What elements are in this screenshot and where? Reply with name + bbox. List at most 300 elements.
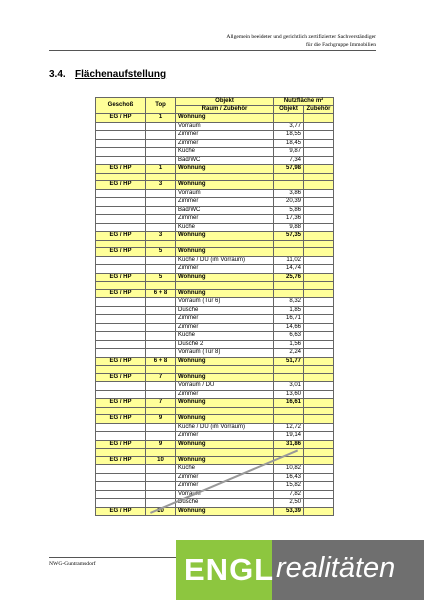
room-name-cell: Küche / DU (im Vorraum) (176, 256, 274, 265)
room-name-cell: Dusche (176, 306, 274, 315)
geschoss-cell: EG / HP (96, 399, 146, 408)
room-name-cell: Vorraum (176, 189, 274, 198)
room-row (96, 215, 334, 224)
top-cell: 3 (146, 181, 176, 190)
room-name-cell: Küche / DU (im Vorraum) (176, 423, 274, 432)
col-objekt-sub: Objekt (274, 106, 304, 114)
type-cell: Wohnung (176, 232, 274, 241)
spacer-cell (274, 407, 304, 415)
spacer-cell (176, 240, 274, 248)
spacer-cell (96, 282, 146, 290)
spacer-cell (96, 449, 146, 457)
room-row (96, 131, 334, 140)
zubehoer-cell (304, 122, 334, 131)
col-geschoss: Geschoß (96, 98, 146, 114)
zubehoer-cell (304, 373, 334, 382)
type-cell: Wohnung (176, 399, 274, 408)
room-row (96, 223, 334, 232)
room-row (96, 499, 334, 508)
room-area-cell: 17,36 (274, 215, 304, 224)
zubehoer-cell (304, 432, 334, 441)
zubehoer-cell (304, 131, 334, 140)
room-row (96, 256, 334, 265)
room-row (96, 198, 334, 207)
total-area-cell: 16,61 (274, 399, 304, 408)
type-cell: Wohnung (176, 415, 274, 424)
spacer-cell (304, 407, 334, 415)
spacer-cell (304, 240, 334, 248)
zubehoer-cell (304, 148, 334, 157)
zubehoer-cell (304, 181, 334, 190)
objekt-cell (274, 289, 304, 298)
geschoss-cell (96, 206, 146, 215)
zubehoer-cell (304, 265, 334, 274)
footer-text: NWG-Guntramsdorf (49, 561, 96, 567)
top-cell (146, 323, 176, 332)
unit-total-row (96, 273, 334, 282)
section-title: Flächenaufstellung (75, 69, 167, 80)
room-row (96, 148, 334, 157)
room-area-cell: 11,02 (274, 256, 304, 265)
top-cell (146, 122, 176, 131)
type-cell: Wohnung (176, 165, 274, 174)
zubehoer-cell (304, 156, 334, 165)
room-area-cell: 14,66 (274, 323, 304, 332)
page-header (226, 33, 376, 49)
room-row (96, 156, 334, 165)
spacer-cell (176, 366, 274, 374)
room-area-cell: 10,82 (274, 465, 304, 474)
top-cell (146, 156, 176, 165)
zubehoer-cell (304, 349, 334, 358)
room-name-cell: Vorraum (176, 490, 274, 499)
room-area-cell: 9,88 (274, 223, 304, 232)
room-row (96, 432, 334, 441)
total-area-cell: 53,39 (274, 507, 304, 516)
total-area-cell: 31,86 (274, 440, 304, 449)
room-row (96, 390, 334, 399)
top-cell (146, 198, 176, 207)
spacer-cell (274, 366, 304, 374)
room-row (96, 189, 334, 198)
geschoss-cell: EG / HP (96, 114, 146, 123)
objekt-cell (274, 114, 304, 123)
zubehoer-cell (304, 499, 334, 508)
top-cell (146, 139, 176, 148)
room-area-cell: 13,60 (274, 390, 304, 399)
spacer-cell (146, 407, 176, 415)
zubehoer-cell (304, 306, 334, 315)
room-row (96, 323, 334, 332)
spacer-cell (96, 366, 146, 374)
room-area-cell: 7,34 (274, 156, 304, 165)
room-area-cell: 1,85 (274, 306, 304, 315)
top-cell (146, 148, 176, 157)
top-cell (146, 473, 176, 482)
room-name-cell: Zimmer (176, 482, 274, 491)
type-cell: Wohnung (176, 289, 274, 298)
room-name-cell: Vorraum / DU (176, 382, 274, 391)
room-area-cell: 3,01 (274, 382, 304, 391)
room-name-cell: Zimmer (176, 323, 274, 332)
zubehoer-cell (304, 340, 334, 349)
room-row (96, 206, 334, 215)
company-logo (176, 540, 424, 600)
zubehoer-cell (304, 440, 334, 449)
unit-total-row (96, 440, 334, 449)
geschoss-cell (96, 139, 146, 148)
spacer-cell (146, 240, 176, 248)
col-objekt: Objekt (176, 98, 274, 106)
spacer-cell (176, 282, 274, 290)
room-area-cell: 9,87 (274, 148, 304, 157)
room-name-cell: Küche (176, 148, 274, 157)
top-cell: 5 (146, 273, 176, 282)
zubehoer-cell (304, 139, 334, 148)
top-cell (146, 206, 176, 215)
top-cell: 5 (146, 248, 176, 257)
top-cell (146, 215, 176, 224)
zubehoer-cell (304, 423, 334, 432)
room-area-cell: 16,71 (274, 315, 304, 324)
spacer-cell (146, 366, 176, 374)
top-cell (146, 432, 176, 441)
spacer-row (96, 240, 334, 248)
logo-realitaeten: realitäten (276, 552, 396, 584)
geschoss-cell (96, 340, 146, 349)
room-area-cell: 8,32 (274, 298, 304, 307)
top-cell (146, 265, 176, 274)
room-name-cell: Vorraum (176, 122, 274, 131)
room-area-cell: 3,86 (274, 189, 304, 198)
room-name-cell: Zimmer (176, 265, 274, 274)
top-cell (146, 423, 176, 432)
geschoss-cell (96, 189, 146, 198)
header-line-1: Allgemein beeideter und gerichtlich zertifizierter Sachverständiger (226, 34, 376, 40)
room-area-cell: 7,82 (274, 490, 304, 499)
type-cell: Wohnung (176, 456, 274, 465)
geschoss-cell (96, 465, 146, 474)
total-area-cell: 51,77 (274, 357, 304, 366)
col-zubehoer-sub: Zubehör (304, 106, 334, 114)
zubehoer-cell (304, 114, 334, 123)
room-area-cell: 15,82 (274, 482, 304, 491)
room-name-cell: Zimmer (176, 473, 274, 482)
unit-header-row (96, 114, 334, 123)
top-cell: 3 (146, 232, 176, 241)
header-line-2: für die Fachgruppe Immobilien (305, 42, 376, 48)
geschoss-cell (96, 473, 146, 482)
zubehoer-cell (304, 456, 334, 465)
room-name-cell: Küche (176, 223, 274, 232)
zubehoer-cell (304, 465, 334, 474)
spacer-cell (96, 173, 146, 181)
room-name-cell: Zimmer (176, 315, 274, 324)
top-cell: 7 (146, 373, 176, 382)
geschoss-cell: EG / HP (96, 357, 146, 366)
top-cell (146, 349, 176, 358)
spacer-cell (274, 282, 304, 290)
room-area-cell: 12,72 (274, 423, 304, 432)
zubehoer-cell (304, 165, 334, 174)
zubehoer-cell (304, 206, 334, 215)
room-name-cell: Zimmer (176, 390, 274, 399)
top-cell: 10 (146, 456, 176, 465)
zubehoer-cell (304, 357, 334, 366)
top-cell: 9 (146, 415, 176, 424)
zubehoer-cell (304, 289, 334, 298)
col-raum: Raum / Zubehör (176, 106, 274, 114)
room-area-cell: 20,39 (274, 198, 304, 207)
geschoss-cell (96, 298, 146, 307)
spacer-cell (304, 366, 334, 374)
geschoss-cell: EG / HP (96, 373, 146, 382)
room-area-cell: 6,63 (274, 332, 304, 341)
col-nutzflaeche: Nutzfläche m² (274, 98, 334, 106)
geschoss-cell (96, 131, 146, 140)
zubehoer-cell (304, 390, 334, 399)
section-number: 3.4. (49, 69, 66, 80)
spacer-cell (146, 449, 176, 457)
spacer-row (96, 282, 334, 290)
header-divider (49, 50, 376, 51)
spacer-cell (304, 173, 334, 181)
room-name-cell: Zimmer (176, 139, 274, 148)
type-cell: Wohnung (176, 114, 274, 123)
table-body (96, 114, 334, 516)
geschoss-cell (96, 198, 146, 207)
zubehoer-cell (304, 215, 334, 224)
objekt-cell (274, 415, 304, 424)
room-row (96, 465, 334, 474)
top-cell: 6 + 8 (146, 289, 176, 298)
room-name-cell: Zimmer (176, 432, 274, 441)
zubehoer-cell (304, 198, 334, 207)
room-row (96, 340, 334, 349)
spacer-cell (96, 240, 146, 248)
zubehoer-cell (304, 382, 334, 391)
zubehoer-cell (304, 223, 334, 232)
spacer-cell (96, 407, 146, 415)
room-row (96, 298, 334, 307)
type-cell: Wohnung (176, 440, 274, 449)
geschoss-cell: EG / HP (96, 273, 146, 282)
room-area-cell: 3,77 (274, 122, 304, 131)
top-cell: 1 (146, 165, 176, 174)
zubehoer-cell (304, 273, 334, 282)
top-cell (146, 131, 176, 140)
objekt-cell (274, 181, 304, 190)
logo-engl: ENGL (184, 552, 275, 587)
top-cell: 9 (146, 440, 176, 449)
zubehoer-cell (304, 490, 334, 499)
area-table (95, 97, 334, 516)
room-area-cell: 18,45 (274, 139, 304, 148)
geschoss-cell (96, 315, 146, 324)
unit-header-row (96, 373, 334, 382)
unit-total-row (96, 232, 334, 241)
zubehoer-cell (304, 507, 334, 516)
room-name-cell: Vorraum (Tür 8) (176, 349, 274, 358)
room-row (96, 306, 334, 315)
spacer-cell (176, 173, 274, 181)
room-area-cell: 14,74 (274, 265, 304, 274)
top-cell (146, 315, 176, 324)
type-cell: Wohnung (176, 273, 274, 282)
zubehoer-cell (304, 298, 334, 307)
unit-total-row (96, 399, 334, 408)
room-area-cell: 19,14 (274, 432, 304, 441)
top-cell (146, 340, 176, 349)
top-cell (146, 382, 176, 391)
geschoss-cell (96, 423, 146, 432)
spacer-cell (274, 173, 304, 181)
room-name-cell: Küche (176, 332, 274, 341)
geschoss-cell (96, 349, 146, 358)
top-cell (146, 332, 176, 341)
room-name-cell: Vorraum (Tür 6) (176, 298, 274, 307)
spacer-cell (304, 449, 334, 457)
unit-header-row (96, 248, 334, 257)
geschoss-cell (96, 390, 146, 399)
geschoss-cell (96, 499, 146, 508)
top-cell (146, 482, 176, 491)
type-cell: Wohnung (176, 373, 274, 382)
table-header-row (96, 98, 334, 106)
geschoss-cell (96, 382, 146, 391)
col-top: Top (146, 98, 176, 114)
room-area-cell: 2,50 (274, 499, 304, 508)
geschoss-cell (96, 490, 146, 499)
geschoss-cell: EG / HP (96, 289, 146, 298)
geschoss-cell (96, 256, 146, 265)
top-cell (146, 256, 176, 265)
room-row (96, 122, 334, 131)
spacer-row (96, 449, 334, 457)
room-row (96, 315, 334, 324)
spacer-cell (176, 449, 274, 457)
top-cell (146, 189, 176, 198)
section-heading (49, 69, 166, 80)
zubehoer-cell (304, 315, 334, 324)
room-row (96, 139, 334, 148)
geschoss-cell: EG / HP (96, 181, 146, 190)
room-name-cell: Zimmer (176, 131, 274, 140)
room-area-cell: 1,56 (274, 340, 304, 349)
objekt-cell (274, 248, 304, 257)
spacer-row (96, 173, 334, 181)
unit-total-row (96, 357, 334, 366)
room-name-cell: Dusche (176, 499, 274, 508)
room-area-cell: 16,43 (274, 473, 304, 482)
geschoss-cell (96, 148, 146, 157)
top-cell (146, 223, 176, 232)
type-cell: Wohnung (176, 248, 274, 257)
total-area-cell: 57,98 (274, 165, 304, 174)
unit-total-row (96, 165, 334, 174)
geschoss-cell (96, 156, 146, 165)
spacer-cell (304, 282, 334, 290)
room-area-cell: 2,24 (274, 349, 304, 358)
zubehoer-cell (304, 332, 334, 341)
top-cell (146, 490, 176, 499)
spacer-row (96, 366, 334, 374)
top-cell: 7 (146, 399, 176, 408)
room-area-cell: 18,55 (274, 131, 304, 140)
type-cell: Wohnung (176, 181, 274, 190)
room-row (96, 349, 334, 358)
zubehoer-cell (304, 189, 334, 198)
geschoss-cell (96, 215, 146, 224)
room-name-cell: Küche (176, 465, 274, 474)
geschoss-cell: EG / HP (96, 165, 146, 174)
top-cell (146, 465, 176, 474)
spacer-cell (146, 173, 176, 181)
unit-header-row (96, 289, 334, 298)
geschoss-cell (96, 482, 146, 491)
type-cell: Wohnung (176, 507, 274, 516)
geschoss-cell (96, 323, 146, 332)
room-row (96, 423, 334, 432)
room-row (96, 265, 334, 274)
spacer-cell (146, 282, 176, 290)
top-cell: 6 + 8 (146, 357, 176, 366)
geschoss-cell: EG / HP (96, 456, 146, 465)
room-name-cell: Bad/WC (176, 206, 274, 215)
room-name-cell: Bad/WC (176, 156, 274, 165)
zubehoer-cell (304, 323, 334, 332)
room-name-cell: Zimmer (176, 198, 274, 207)
room-area-cell: 5,86 (274, 206, 304, 215)
geschoss-cell (96, 223, 146, 232)
zubehoer-cell (304, 473, 334, 482)
room-name-cell: Dusche 2 (176, 340, 274, 349)
geschoss-cell: EG / HP (96, 507, 146, 516)
zubehoer-cell (304, 399, 334, 408)
geschoss-cell (96, 432, 146, 441)
room-row (96, 490, 334, 499)
top-cell (146, 298, 176, 307)
zubehoer-cell (304, 232, 334, 241)
top-cell (146, 390, 176, 399)
room-row (96, 473, 334, 482)
type-cell: Wohnung (176, 357, 274, 366)
geschoss-cell (96, 122, 146, 131)
geschoss-cell: EG / HP (96, 248, 146, 257)
geschoss-cell (96, 306, 146, 315)
total-area-cell: 25,76 (274, 273, 304, 282)
unit-total-row (96, 507, 334, 516)
top-cell (146, 306, 176, 315)
geschoss-cell (96, 265, 146, 274)
total-area-cell: 57,35 (274, 232, 304, 241)
zubehoer-cell (304, 482, 334, 491)
geschoss-cell (96, 332, 146, 341)
top-cell: 10 (146, 507, 176, 516)
spacer-row (96, 407, 334, 415)
unit-header-row (96, 181, 334, 190)
zubehoer-cell (304, 415, 334, 424)
unit-header-row (96, 415, 334, 424)
objekt-cell (274, 373, 304, 382)
zubehoer-cell (304, 248, 334, 257)
geschoss-cell: EG / HP (96, 415, 146, 424)
geschoss-cell: EG / HP (96, 440, 146, 449)
room-name-cell: Zimmer (176, 215, 274, 224)
spacer-cell (274, 240, 304, 248)
spacer-cell (176, 407, 274, 415)
room-row (96, 382, 334, 391)
